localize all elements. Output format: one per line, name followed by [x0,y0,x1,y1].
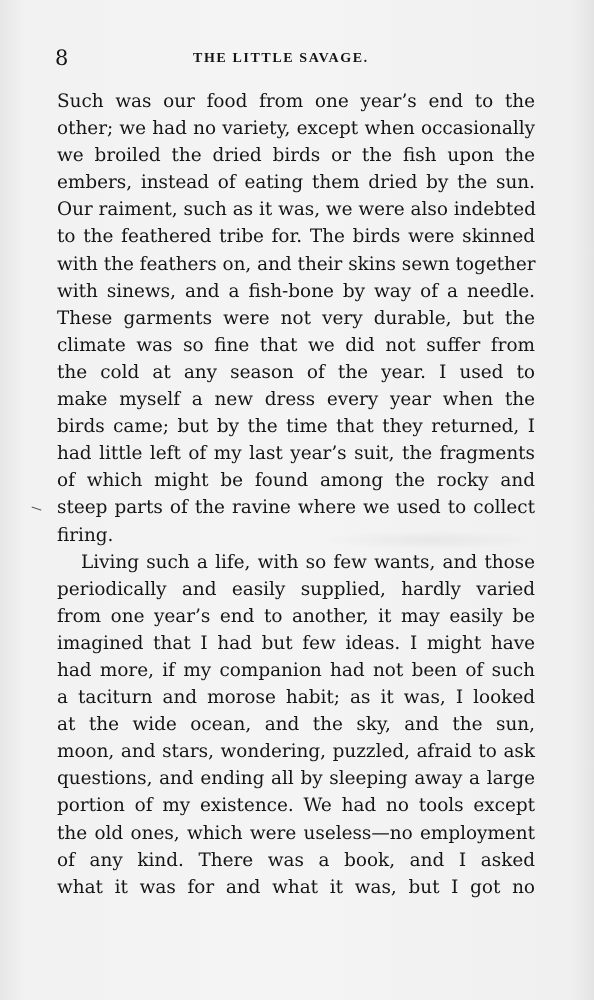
text-line: at the wide ocean, and the sky, and the sun, [57,714,535,736]
paragraph [57,88,535,549]
text-line: the cold at any season of the year. I used to [57,361,535,383]
paragraph [57,549,535,901]
text-line: Such was our food from one year’s end to the [57,91,535,112]
text-line: other; we had no variety, except when occasionally [57,118,535,140]
text-line: the old ones, which were useless—no employment [57,822,535,844]
running-title: THE LITTLE SAVAGE. [193,51,369,66]
body-text [57,88,535,901]
text-line: had little left of my last year’s suit, the fragments [57,443,535,465]
text-line: we broiled the dried birds or the fish upon the [57,145,535,167]
text-line: had more, if my companion had not been of such [57,659,535,681]
text-line: questions, and ending all by sleeping away a large [57,768,535,790]
text-line: with sinews, and a fish-bone by way of a needle. [57,280,535,302]
margin-mark [31,507,42,514]
text-line: Our raiment, such as it was, we were also indebted [57,199,536,221]
text-line: imagined that I had but few ideas. I might have [57,632,535,654]
text-line: a taciturn and morose habit; as it was, I looked [57,687,535,709]
text-line: moon, and stars, wondering, puzzled, afraid to ask [57,741,535,763]
text-line: These garments were not very durable, but the [57,307,535,329]
text-line: embers, instead of eating them dried by the sun. [57,172,535,194]
text-line: make myself a new dress every year when the [57,389,535,411]
text-line: what it was for and what it was, but I got no [57,876,535,898]
text-line: to the feathered tribe for. The birds were skinned [57,226,535,248]
text-line: birds came; but by the time that they returned, I [57,416,535,438]
text-line: of any kind. There was a book, and I asked [57,849,535,871]
page-header [55,44,533,72]
page-number: 8 [55,46,69,70]
text-line: portion of my existence. We had no tools except [57,795,535,817]
text-line: from one year’s end to another, it may easily be [57,605,535,627]
text-line: periodically and easily supplied, hardly varied [57,578,535,600]
text-line: firing. [57,524,114,546]
text-line: Living such a life, with so few wants, and those [81,551,535,573]
text-line: climate was so fine that we did not suffer from [57,334,535,356]
text-line: with the feathers on, and their skins sewn together [57,253,536,275]
text-line: steep parts of the ravine where we used to collect [57,497,535,519]
text-line: of which might be found among the rocky and [57,470,535,492]
